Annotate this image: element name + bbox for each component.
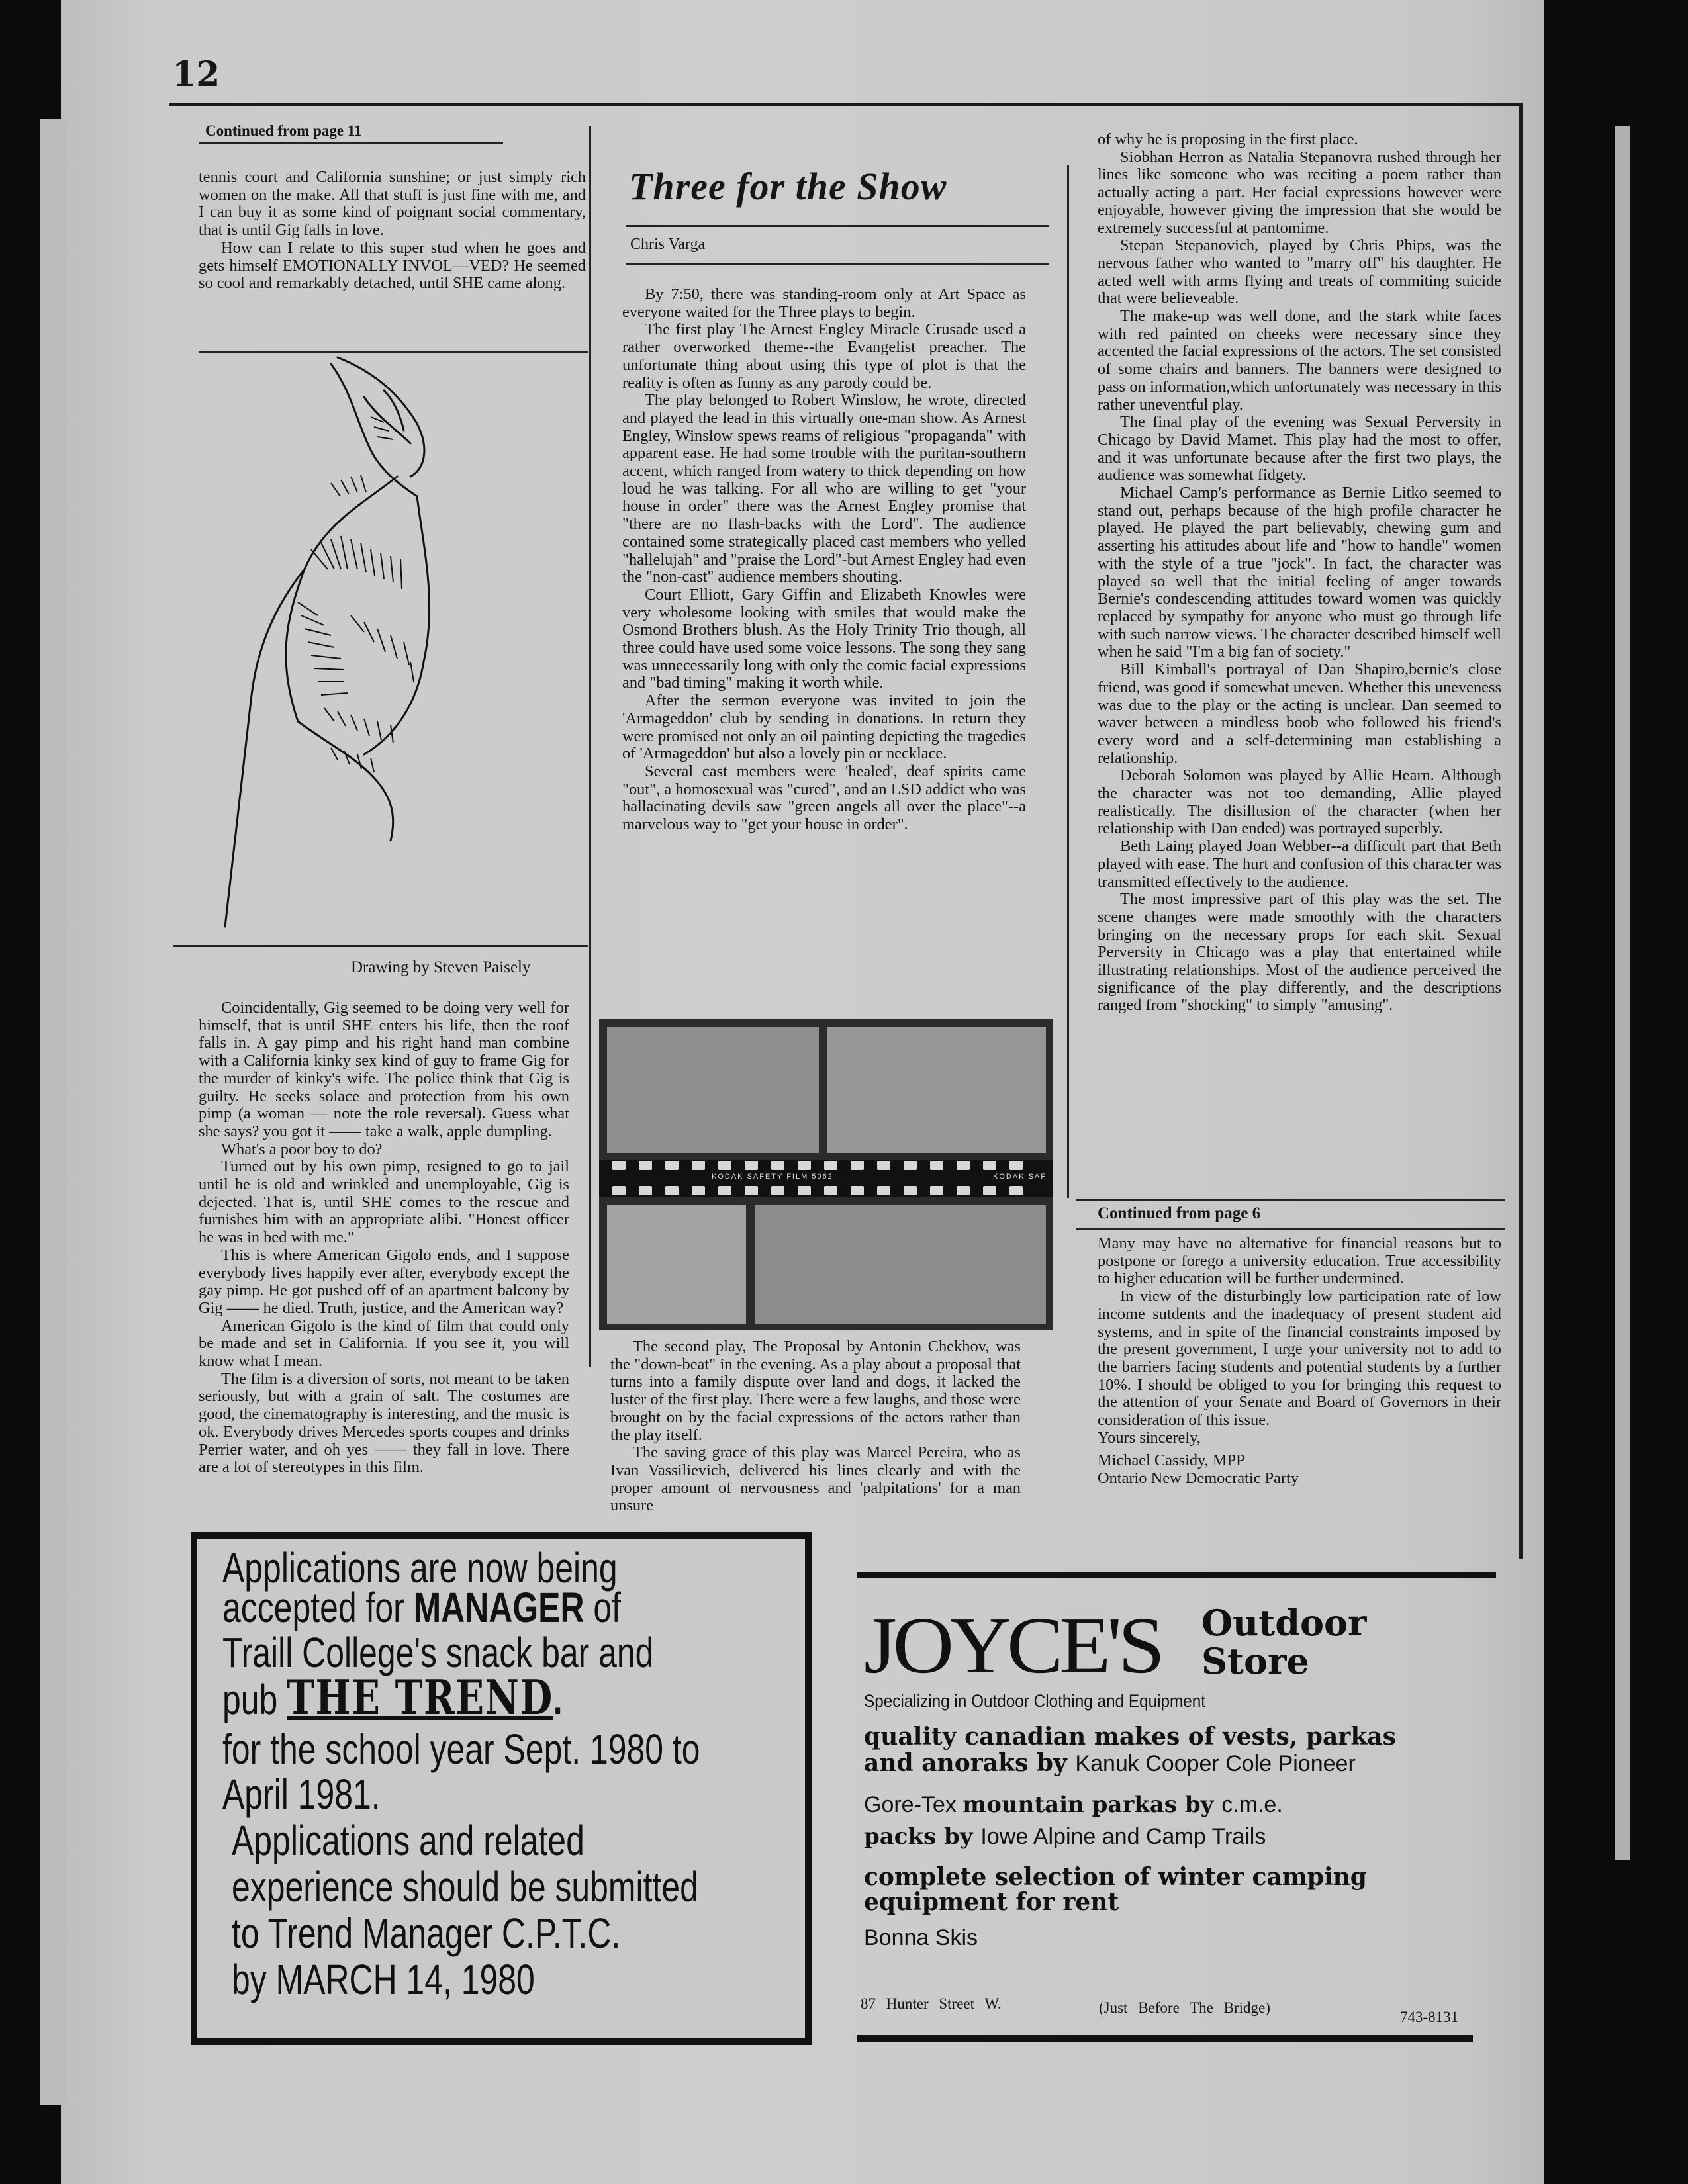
left-intro	[199, 169, 586, 293]
ad-line: experience should be submitted	[232, 1863, 698, 1911]
ad-bottom-bar	[857, 2035, 1473, 2042]
ad-line: accepted for MANAGER of	[222, 1584, 622, 1631]
joyces-phone: 743-8131	[1400, 2009, 1459, 2025]
film-frame	[607, 1205, 746, 1324]
left-body-paragraph: The film is a diversion of sorts, not meant to be taken seriously, but with a grain of salt. The costumes are good, the cinematography is interesting, and the music is ok. Everybody drives Mercedes sports coupes and drinks Perrier water, and oh yes —— they fall in love. There are a lot of stereotypes in this film.	[199, 1369, 569, 1477]
right-body-paragraph: The make-up was well done, and the stark white faces with red painted on cheeks were necessary since they accented the facial expressions of the actors. The set consisted of some chairs and banners. The banners were designed to pass on information,which unfortunately was necessary in this rather uneventful play.	[1098, 307, 1501, 414]
joyces-directions: (Just Before The Bridge)	[1099, 1999, 1270, 2016]
ad-line: April 1981.	[222, 1770, 381, 1818]
ad-line: by MARCH 14, 1980	[232, 1956, 535, 2003]
continued-from-label-right: Continued from page 6	[1098, 1205, 1261, 1222]
ad-trend-name: THE TREND	[287, 1669, 553, 1725]
ad-line: Traill College's snack bar and	[222, 1629, 654, 1676]
left-body-paragraph: Turned out by his own pimp, resigned to go to jail until he is old and wrinkled and unemployable, Gig is dejected. That is, until SHE comes to the rescue and furnishes him with an appropriate alibi. "Honest officer he was in bed with me."	[199, 1158, 569, 1247]
page-edge-right	[1615, 126, 1630, 1860]
right-body-paragraph: Beth Laing played Joan Webber--a difficult part that Beth played with ease. The hurt and confusion of this character was transmitted effectively to the audience.	[1098, 837, 1501, 891]
joyces-tagline: Specializing in Outdoor Clothing and Equipment	[864, 1691, 1206, 1711]
article-byline: Chris Varga	[630, 236, 706, 253]
left-body-paragraph: What's a poor boy to do?	[221, 1140, 383, 1158]
left-body-paragraph: American Gigolo is the kind of film that could only be made and set in California. If you see it, you will know what I mean.	[199, 1316, 569, 1371]
right-body-paragraph: The final play of the evening was Sexual Perversity in Chicago by David Mamet. This play had the most to offer, and it was unfortunate because after the first two plays, the audience was somewhat fidgety.	[1098, 413, 1501, 484]
middle-body-paragraph: The saving grace of this play was Marcel Pereira, who as Ivan Vassilievich, delivered his lines clearly and with the proper amount of nervousness and 'palpitations' for a man unsure	[610, 1443, 1021, 1515]
middle-body-paragraph: Several cast members were 'healed', deaf spirits came "out", a homosexual was "cured", and an LSD addict who was hallacinating devils saw "green angels all over the place"--a marvelous way to "get your house in order".	[622, 762, 1026, 834]
middle-body-paragraph: After the sermon everyone was invited to join the 'Armageddon' club by sending in donations. In return they were promised not only an oil painting depicting the tragedies of 'Armageddon' but also a lovely pin or necklace.	[622, 692, 1026, 763]
middle-body-paragraph: By 7:50, there was standing-room only at Art Space as everyone waited for the Three plays to begin.	[622, 285, 1026, 321]
byline-rule	[626, 263, 1049, 265]
letter-paragraph: In view of the disturbingly low participation rate of low income sutdents and the inadequacy of present student aid systems, and in spite of the financial constraints imposed by the present government, I urge your university not to add to the barriers facing students and potential students by a further 10%. I should be obliged to you for bringing this request to the attention of your Senate and Board of Governors in their consideration of this issue.	[1098, 1287, 1501, 1430]
letter-sign-off: Yours sincerely,	[1098, 1428, 1201, 1447]
joyces-address: 87 Hunter Street W.	[861, 1995, 1002, 2012]
joyces-line: Gore-Tex mountain parkas by c.m.e.	[864, 1792, 1283, 1818]
letter-signature-party: Ontario New Democratic Party	[1098, 1469, 1299, 1488]
film-strip-photo	[599, 1019, 1053, 1330]
film-edge-text: KODAK SAFETY FILM 5062	[712, 1173, 833, 1181]
page-number: 12	[172, 54, 220, 95]
trend-manager-ad	[191, 1532, 812, 2045]
right-body-paragraph: The most impressive part of this play was the set. The scene changes were made smoothly with the characters bringing on the necessary props for each skit. Sexual Perversity in Chicago was a play that entertained while illustrating relationships. Most of the audience perceived the significance of the play differently, and the descriptions ranged from "shocking" to simply "amusing".	[1098, 890, 1501, 1015]
middle-body	[622, 286, 1026, 834]
middle-body-2	[610, 1338, 1021, 1515]
ad-line: Applications are now being	[222, 1544, 618, 1592]
joyces-logo: JOYCE'S	[864, 1601, 1161, 1690]
joyces-line: packs by Iowe Alpine and Camp Trails	[864, 1823, 1266, 1850]
left-intro-paragraph: tennis court and California sunshine; or just simply rich women on the make. All that stuff is just fine with me, and I can buy it as some kind of poignant social commentary, that is until Gig falls in love.	[199, 168, 586, 240]
right-continued-rule-bottom	[1076, 1228, 1505, 1230]
letter-signature-name: Michael Cassidy, MPP	[1098, 1451, 1245, 1470]
left-intro-paragraph: How can I relate to this super stud when he goes and gets himself EMOTIONALLY INVOL—VED? He seemed so cool and remarkably detached, until SHE came along.	[199, 238, 586, 293]
right-body-paragraph: Stepan Stepanovich, played by Chris Phips, was the nervous father who wanted to "marry off" his daughter. He acted well with arms flying and treats of commiting suicide that were believeable.	[1098, 236, 1501, 308]
ad-line: pub THE TREND.	[222, 1669, 563, 1725]
film-frame	[607, 1027, 819, 1153]
ad-line: for the school year Sept. 1980 to	[222, 1725, 700, 1773]
right-body-paragraph: Michael Camp's performance as Bernie Litko seemed to stand out, perhaps because of the high profile character he played. He played the part believably, chewing gum and asserting his attitudes about life and "how to handle" women with the style of a true "jock". In fact, the character was played so well that the initial feeling of anger towards Bernie's condescending attitudes toward women was quickly replaced by sympathy for anyone who must go through life with such narrow views. The character described himself well when he said "I'm a big fan of society."	[1098, 484, 1501, 661]
film-frame	[827, 1027, 1046, 1153]
left-body-paragraph: This is where American Gigolo ends, and I suppose everybody lives happily ever after, everybody except the gay pimp. He got pushed off of an apartment balcony by Gig —— he died. Truth, justice, and the American way?	[199, 1246, 569, 1317]
middle-body-paragraph: The second play, The Proposal by Antonin Chekhov, was the "down-beat" in the evening. As a play about a proposal that turns into a family dispute over land and dogs, it lacked the luster of the first play. There were a few laughs, and those were brought on by the facial expressions of the actors rather than the play itself.	[610, 1338, 1021, 1444]
left-body	[199, 999, 569, 1477]
drawing-caption: Drawing by Steven Paisely	[351, 958, 531, 976]
right-body-paragraph: of why he is proposing in the first place.	[1098, 130, 1358, 148]
joyces-logo-subtitle: Outdoor Store	[1201, 1602, 1367, 1682]
joyces-line: complete selection of winter camping	[864, 1863, 1367, 1891]
column-rule-2	[1067, 165, 1069, 1198]
continued-from-label-left: Continued from page 11	[205, 122, 362, 139]
page-edge-left	[40, 119, 66, 2105]
ad-top-bar	[857, 1572, 1496, 1578]
film-frame	[755, 1205, 1046, 1324]
joyces-outdoor-store-ad	[857, 1572, 1496, 2055]
figure-sketch-drawing	[199, 351, 569, 946]
article-headline: Three for the Show	[629, 165, 947, 208]
film-edge-text: KODAK SAF	[993, 1173, 1047, 1181]
ad-line: Applications and related	[232, 1817, 585, 1864]
right-body-paragraph: Siobhan Herron as Natalia Stepanovra rushed through her lines like someone who was reciting a poem rather than actually acting a part. Her facial expressions however were enjoyable, however giving the impression that she would be extremely successful at pantomime.	[1098, 148, 1501, 237]
joyces-line: and anoraks by Kanuk Cooper Cole Pioneer	[864, 1749, 1356, 1777]
column-rule-1	[589, 126, 591, 1367]
right-continued-rule-top	[1076, 1199, 1505, 1201]
joyces-line: equipment for rent	[864, 1888, 1119, 1916]
ad-manager-emphasis: MANAGER	[413, 1584, 585, 1631]
right-body-paragraph: Deborah Solomon was played by Allie Hearn. Although the character was not too demanding, Allie played realistically. The disillusion of the character (when her relationship with Dan ended) was portrayed superbly.	[1098, 766, 1501, 838]
left-top-rule	[199, 142, 503, 144]
right-body	[1098, 131, 1501, 1015]
drawing-rule	[173, 945, 588, 947]
joyces-line: quality canadian makes of vests, parkas	[864, 1723, 1396, 1751]
ad-line: to Trend Manager C.P.T.C.	[232, 1909, 621, 1957]
middle-body-paragraph: The play belonged to Robert Winslow, he wrote, directed and played the lead in this virtually one-man show. As Arnest Engley, Winslow spews reams of religious "propaganda" with apparent ease. He had some trouble with the puritan-southern accent, which ranged from watery to thick depending on how loud he was talking. For all who are willing to get "your house in order" there was the Arnest Engley promise that "there are no flash-backs with the Lord". The audience contained some strategically placed cast members who yelled "hallelujah" and "praise the Lord"-but Arnest Engley had even the "non-cast" audience members shouting.	[622, 391, 1026, 586]
letter-body	[1098, 1235, 1501, 1488]
middle-body-paragraph: The first play The Arnest Engley Miracle Crusade used a rather overworked theme--the Evangelist preacher. The unfortunate thing about using this type of plot is that the reality is often as funny as any parody could be.	[622, 320, 1026, 392]
right-body-paragraph: Bill Kimball's portrayal of Dan Shapiro,bernie's close friend, was good if somewhat uneven. Whether this uneveness was due to the play or the acting is unclear. Dan seemed to waver between a mindless boob who followed his friend's every word and a self-determining man establishing a relationship.	[1098, 660, 1501, 767]
joyces-line: Bonna Skis	[864, 1925, 978, 1950]
headline-rule	[626, 225, 1049, 227]
letter-paragraph: Many may have no alternative for financial reasons but to postpone or forego a university education. True accessibility to higher education will be further undermined.	[1098, 1234, 1501, 1288]
left-body-paragraph: Coincidentally, Gig seemed to be doing very well for himself, that is until SHE enters his life, then the roof falls in. A gay pimp and his right hand man combine with a California kinky sex kind of guy to frame Gig for the murder of kinky's wife. The police think that Gig is guilty. He seeks solace and protection from his own pimp (a woman — note the role reversal). Guess what she says? you got it —— take a walk, apple dumpling.	[199, 999, 569, 1140]
middle-body-paragraph: Court Elliott, Gary Giffin and Elizabeth Knowles were very wholesome looking with smiles that would make the Osmond Brothers blush. As the Holy Trinity Trio though, all three could have used some voice lessons. The song they sang was unnecessarily long with only the comic facial expressions and "bad timing" making it worth while.	[622, 585, 1026, 692]
